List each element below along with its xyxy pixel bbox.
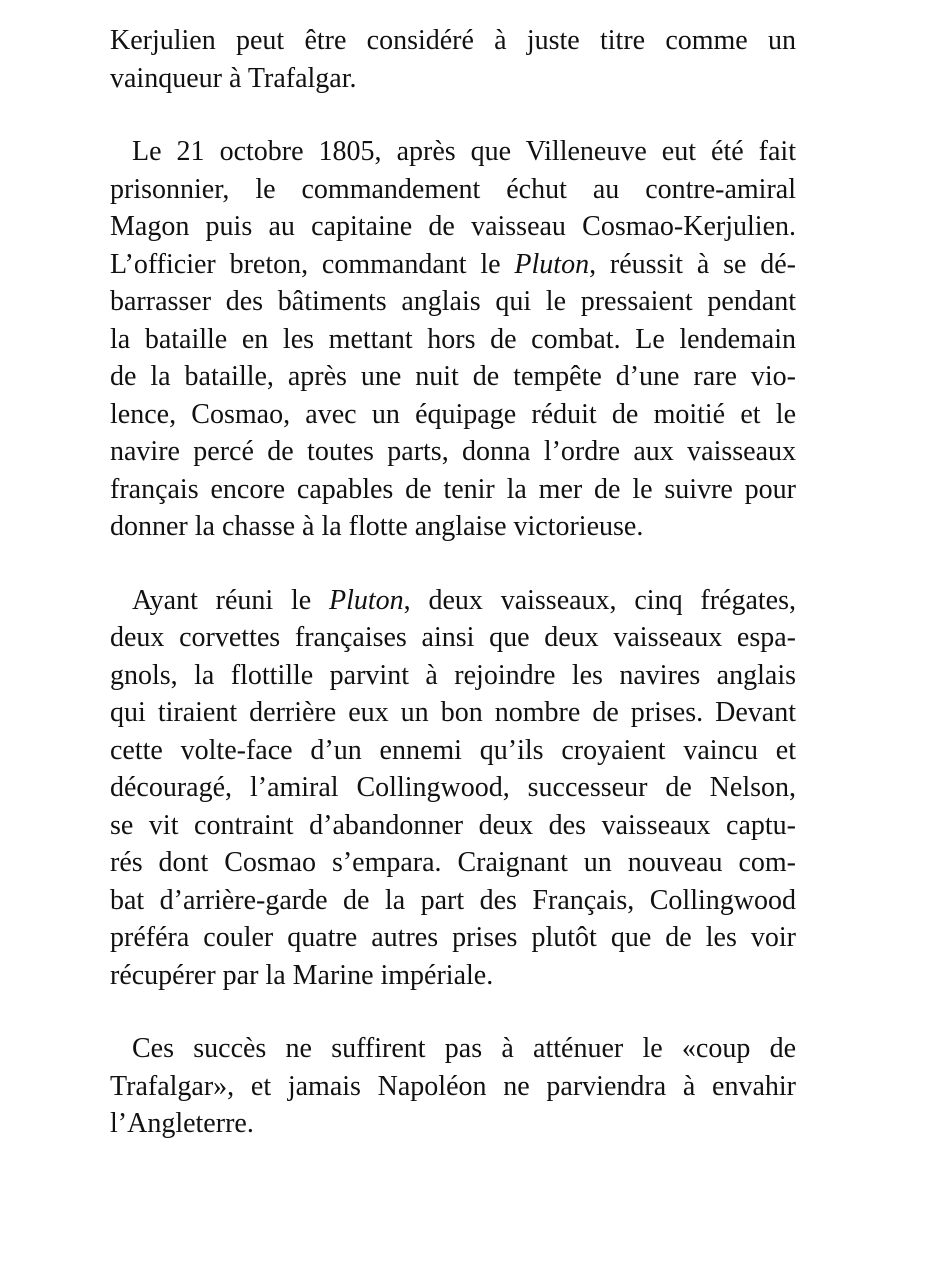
- text-segment: , réussit à se dé-: [589, 248, 796, 280]
- text-line: Trafalgar», et jamais Napoléon ne parviendra à envahir: [110, 1070, 796, 1102]
- text-line: Magon puis au capitaine de vaisseau Cosmao-Kerjulien.: [110, 211, 796, 242]
- paragraph-3: [110, 582, 796, 995]
- text-segment: L’officier breton, commandant le: [110, 248, 515, 280]
- text-line: rés dont Cosmao s’empara. Craignant un nouveau com-: [110, 847, 796, 878]
- text-line: prisonnier, le commandement échut au contre-amiral: [110, 173, 796, 205]
- paragraph-gap: [110, 546, 796, 582]
- text-line: Le 21 octobre 1805, après que Villeneuve eut été fait: [132, 136, 796, 167]
- text-line: cette volte-face d’un ennemi qu’ils croyaient vaincu et: [110, 734, 796, 766]
- text-line: Ces succès ne suffirent pas à atténuer le «coup de: [132, 1033, 796, 1064]
- paragraph-4: [110, 1030, 796, 1143]
- text-line: vainqueur à Trafalgar.: [110, 62, 357, 94]
- text-line: deux corvettes françaises ainsi que deux vaisseaux espa-: [110, 622, 796, 653]
- text-line: récupérer par la Marine impériale.: [110, 959, 494, 991]
- text-line: préféra couler quatre autres prises plutôt que de les voir: [110, 922, 796, 953]
- text-line: gnols, la flottille parvint à rejoindre les navires anglais: [110, 659, 796, 691]
- text-line: la bataille en les mettant hors de combat. Le lendemain: [110, 323, 796, 355]
- text-line: barrasser des bâtiments anglais qui le pressaient pendant: [110, 286, 796, 317]
- text-line: donner la chasse à la flotte anglaise victorieuse.: [110, 511, 644, 542]
- ship-name: Pluton: [329, 584, 404, 616]
- text-line: [110, 246, 796, 284]
- text-line: l’Angleterre.: [110, 1108, 254, 1139]
- paragraph-gap: [110, 994, 796, 1030]
- text-line: français encore capables de tenir la mer de le suivre pour: [110, 473, 796, 505]
- paragraph-2: [110, 133, 796, 546]
- document-page: [110, 22, 796, 1143]
- text-line: qui tiraient derrière eux un bon nombre de prises. Devant: [110, 697, 796, 728]
- text-line: bat d’arrière-garde de la part des Français, Collingwood: [110, 884, 796, 916]
- paragraph-gap: [110, 97, 796, 133]
- paragraph-1: [110, 22, 796, 97]
- ship-name: Pluton: [514, 248, 590, 280]
- text-line: découragé, l’amiral Collingwood, successeur de Nelson,: [110, 772, 796, 803]
- text-segment: , deux vaisseaux, cinq frégates,: [403, 584, 796, 616]
- text-line: se vit contraint d’abandonner deux des vaisseaux captu-: [110, 809, 796, 841]
- text-line: [110, 582, 796, 620]
- text-line: lence, Cosmao, avec un équipage réduit de moitié et le: [110, 398, 796, 430]
- text-line: de la bataille, après une nuit de tempête d’une rare vio-: [110, 361, 796, 392]
- text-line: navire percé de toutes parts, donna l’ordre aux vaisseaux: [110, 436, 796, 467]
- text-segment: Ayant réuni le: [132, 584, 329, 616]
- text-line: Kerjulien peut être considéré à juste titre comme un: [110, 25, 796, 56]
